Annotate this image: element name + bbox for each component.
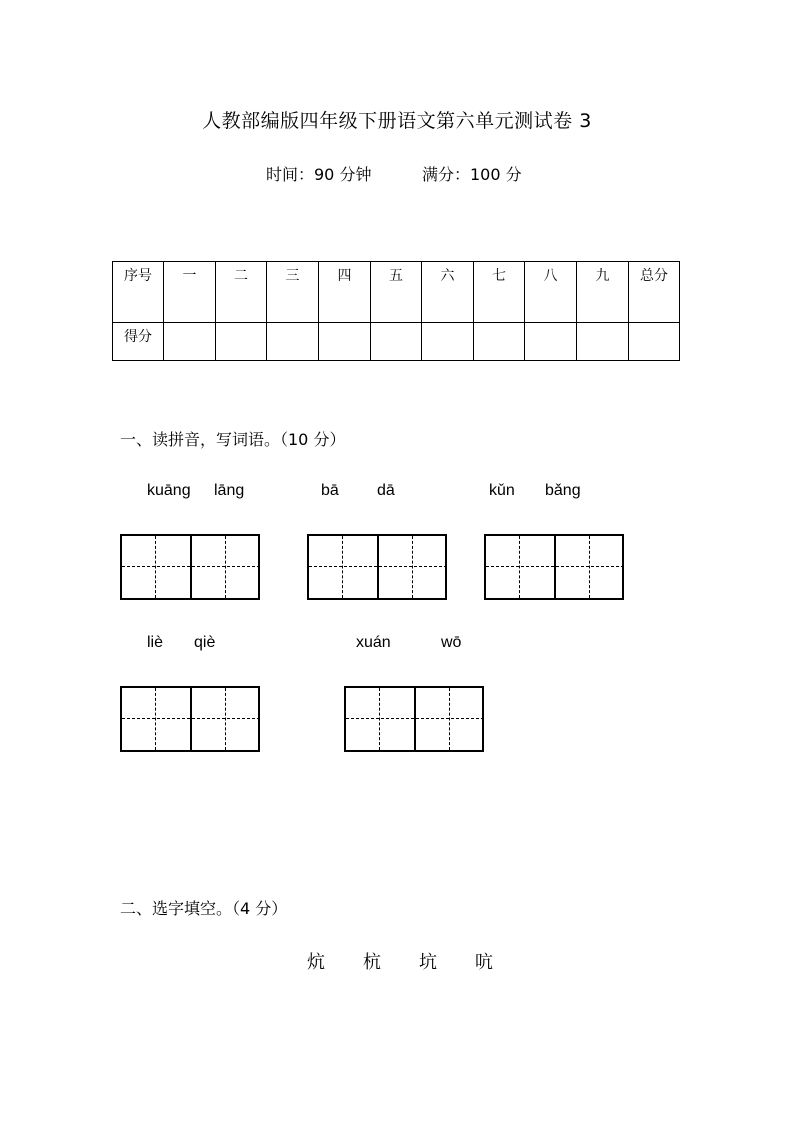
score-header-cell: 六 [422, 262, 474, 323]
score-header-cell: 序号 [113, 262, 164, 323]
score-header-cell: 三 [267, 262, 319, 323]
writing-grid[interactable] [484, 534, 624, 600]
pinyin-label: liè [147, 634, 164, 651]
pinyin-label: lāng [214, 482, 245, 499]
score-header-cell: 七 [474, 262, 525, 323]
score-input-cell[interactable] [216, 323, 267, 361]
pinyin-label: xuán [356, 634, 391, 651]
score-input-cell[interactable] [267, 323, 319, 361]
score-table [112, 261, 680, 361]
choice-character: 坑 [419, 952, 437, 973]
score-header-cell: 二 [216, 262, 267, 323]
score-input-cell[interactable] [525, 323, 577, 361]
score-input-cell[interactable] [164, 323, 216, 361]
score-header-cell: 八 [525, 262, 577, 323]
score-header-cell: 九 [577, 262, 629, 323]
writing-grid[interactable] [307, 534, 447, 600]
score-input-cell[interactable] [422, 323, 474, 361]
choice-character: 炕 [307, 952, 325, 973]
pinyin-label: bǎng [545, 482, 581, 499]
choice-character: 杭 [363, 952, 381, 973]
full-score: 满分：100 分 [422, 165, 522, 184]
score-input-cell[interactable] [319, 323, 371, 361]
pinyin-label: wō [441, 634, 462, 651]
score-header-cell: 五 [371, 262, 422, 323]
score-input-cell[interactable] [371, 323, 422, 361]
choice-character: 吭 [475, 952, 493, 973]
score-header-cell: 四 [319, 262, 371, 323]
pinyin-label: qiè [194, 634, 216, 651]
section-2-heading: 二、选字填空。（4 分） [120, 899, 288, 918]
section-1-heading: 一、读拼音，写词语。（10 分） [120, 430, 346, 449]
pinyin-label: dā [377, 482, 395, 499]
page-title: 人教部编版四年级下册语文第六单元测试卷 3 [202, 110, 592, 132]
score-header-cell: 总分 [629, 262, 680, 323]
pinyin-label: kuāng [147, 482, 191, 499]
writing-grid[interactable] [344, 686, 484, 752]
score-input-cell[interactable] [474, 323, 525, 361]
score-row-label: 得分 [113, 323, 164, 361]
score-header-cell: 一 [164, 262, 216, 323]
pinyin-label: kǔn [489, 482, 515, 499]
pinyin-label: bā [321, 482, 339, 499]
writing-grid[interactable] [120, 686, 260, 752]
writing-grid[interactable] [120, 534, 260, 600]
score-input-cell[interactable] [577, 323, 629, 361]
score-input-cell[interactable] [629, 323, 680, 361]
exam-time: 时间：90 分钟 [266, 165, 372, 184]
